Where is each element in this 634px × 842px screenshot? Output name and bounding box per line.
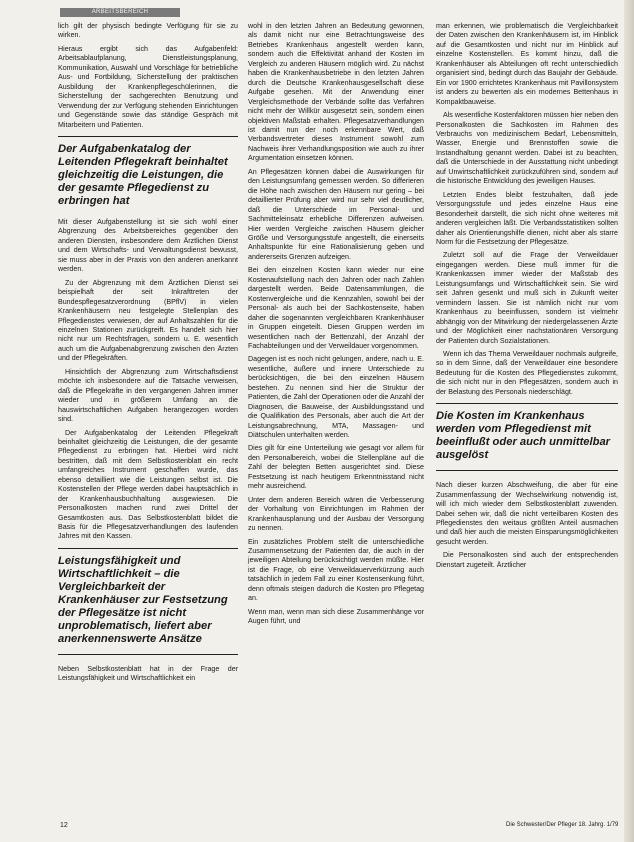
column-3 bbox=[436, 22, 618, 574]
paragraph: Hieraus ergibt sich das Aufgabenfeld: Arbeitsablaufplanung, Dienstleistungsplanung, Kommunikation, Auswahl und Vorschläge für betriebliche Aus- und Fortbildung, Sicherstellung der praktischen Ausbildung der Krankenpflegeschülerinnen, die Sicherstellung der sachgerechten Benutzung und Verwendung der zur Verfügung stehenden Einrichtungen und Gegenstände sowie das ständige Gespräch mit Mitarbeitern und Patienten. bbox=[58, 44, 238, 129]
paragraph: Wenn man, wenn man sich diese Zusammenhänge vor Augen führt, und bbox=[248, 607, 424, 626]
paragraph: Letzten Endes bleibt festzuhalten, daß jede Versorgungsstufe und jedes einzelne Haus eine Besonderheit darstellt, die sich nicht ohne weiteres mit anderen vergleichen läßt. Die Verbandsstatistiken sollten daher als Orientierungshilfe dienen, nicht aber als starre Norm für die Festsetzung der Pflegesätze. bbox=[436, 190, 618, 246]
paragraph: Zu der Abgrenzung mit dem Ärztlichen Dienst sei beispielhaft der seit Inkrafttreten der Bundespflegesatzverordnung (BPflV) in vielen Krankenhäusern neu festgelegte Stellenplan des Pflegedienstes verwiesen, der auf Anhaltszahlen für die einzelnen Stationen zurückgreift. Es handelt sich hier nicht nur um Rechtsfragen, sondern u. E. wesentlich auch um die Aufgabenabgrenzung zwischen den Ärzten und der Pflegekräften. bbox=[58, 278, 238, 363]
paragraph: Mit dieser Aufgabenstellung ist sie sich wohl einer Abgrenzung des Arbeitsbereiches gegenüber den anderen Diensten, insbesondere dem Ärztlichen Dienst und dem Wirtschafts- und Verwaltungsdienst bewusst, sie muss aber in der Praxis von den anderen anerkannt werden. bbox=[58, 217, 238, 274]
paragraph: Dagegen ist es noch nicht gelungen, andere, nach u. E. wesentliche, äußere und innere Unterschiede zu berücksichtigen, die bei den einzelnen Häusern bestehen. Zu nennen sind hier die Struktur der Patienten, die Zahl der Operationen oder die Anzahl der Diagnosen, die Bauweise, der Ausbildungsstand und die Qualifikation des Personals, aber auch die Art der Leistungsabrechnung, MTA, Massagen- und Diätschulen unterhalten werden. bbox=[248, 355, 424, 440]
paragraph: Als wesentliche Kostenfaktoren müssen hier neben den Personalkosten die Sachkosten im Rahmen des Verbrauchs von medizinischem Bedarf, Lebensmitteln, Wasser, Energie und Brennstoffen sowie die Instandhaltung genannt werden. Dabei ist zu beachten, daß die Unterschiede in der Ausstattung nicht unbedingt auf Unwirtschaftlichkeit zurückzuführen sind, sondern auf die historische Entwicklung des jeweiligen Hauses. bbox=[436, 111, 618, 186]
paragraph: man erkennen, wie problematisch die Vergleichbarkeit der Daten zwischen den Krankenhäusern ist, im Hinblick auf die Gesamtkosten und nicht nur im Hinblick auf einzelne Kostenstellen. Es kommt hinzu, daß die Krankenhäuser als Abteilungen oft recht unterschiedlich organisiert sind, bedingt durch das Baujahr der Gebäude. Ein vor 1900 errichtetes Krankenhaus mit Pavillonsystem ist anders zu bewerten als ein modernes Bettenhaus in Kompaktbauweise. bbox=[436, 22, 618, 106]
paragraph: Wenn ich das Thema Verweildauer nochmals aufgreife, so in dem Sinne, daß der Verweildauer eine besondere Bedeutung für die Kosten des Pflegedienstes zukommt, die sich nicht nur in den Pflegesätzen, sondern auch in der Belastung des Personals niederschlägt. bbox=[436, 349, 618, 396]
paragraph: Zuletzt soll auf die Frage der Verweildauer eingegangen werden. Diese muß immer für die Krankenkassen immer wieder der Maßstab des Leistungsumfangs und Wirtschaftlichkeit sein. Sie wird seit Jahren gesenkt und muß sich in Zukunft weiter vermindern lassen. Sie ist nämlich nicht nur vom Krankenhaus zu beeinflussen, sondern ist vielmehr abhängig von der Mitwirkung der niedergelassenen Ärzte und der Möglichkeit einer nachstationären Versorgung der Patienten durch Sozialstationen. bbox=[436, 251, 618, 345]
page-number: 12 bbox=[60, 822, 68, 829]
section-heading: Die Kosten im Krankenhaus werden vom Pflegedienst mit beeinflußt oder auch unmittelbar ausgelöst bbox=[436, 403, 618, 471]
journal-footer: Die Schwester/Der Pfleger 18. Jahrg. 1/79 bbox=[506, 822, 619, 828]
paragraph: Bei den einzelnen Kosten kann wieder nur eine Kostenaufstellung nach den Jahren oder nach Zahlen dargestellt werden. Beide Datensammlungen, die Kostenvergleiche und die Kennzahlen, sowohl bei der Personal- als auch bei der Sachkostenseite, haben daher die sogenannten vergleichbaren Krankenhäuser in Gruppen eingeteilt. Diesen Gruppen werden im wesentlichen nach der Bettenzahl, der Anzahl der Fachabteilungen und der Verweildauer vorgenommen. bbox=[248, 266, 424, 350]
paragraph: Die Personalkosten sind auch der entsprechenden Dienstart zugeteilt. Ärztlicher bbox=[436, 551, 618, 569]
column-1 bbox=[58, 22, 238, 688]
paragraph: Der Aufgabenkatalog der Leitenden Pflegekraft beinhaltet gleichzeitig die Leistungen, die der gesamte Pflegedienst zu erbringen hat. Hierbei wird nicht bestritten, daß mit dem Selbstkostenblatt ein recht umfangreiches Instrument geschaffen wurde, das ebenso detailliert wie die Leistungen selbst ist. Die Kostenstellen der Pflege werden dabei hauptsächlich in der Krankenhausbuchhaltung ausgewiesen. Die Personalkosten machen rund zwei Drittel der Gesamtkosten aus. Das Selbstkostenblatt bildet die Basis für die Pflegesatzverhandlungen des laufenden Jahres mit den Kassen. bbox=[58, 428, 238, 541]
paragraph: wohl in den letzten Jahren an Bedeutung gewonnen, als damit nicht nur eine Betrachtungsweise des Betriebes Krankenhaus angestellt werden kann, sondern auch die Effektivität anhand der Kosten im Vergleich zu anderen Häusern möglich wird. Zu nächst haben die Krankenhausbetriebe in den letzten Jahren durch die Deutsche Krankenhausgesellschaft diese Aufgabe gesehen. Mit der Anwendung einer Vergleichsmethode der Verbände sollte das Verfahren nicht mehr der Willkür ausgesetzt sein, sondern einen objektiven Maßstab erhalten. Pflegesatzverhandlungen ist damit nun der noch erkennbare Wert, daß Verbandsvertreter dieses Instrument sowohl zum Nachweis ihrer Verhandlungsposition wie auch zu ihrer Argumentation einsetzen können. bbox=[248, 22, 424, 163]
page-fold-shadow bbox=[624, 0, 634, 842]
paragraph: Hinsichtlich der Abgrenzung zum Wirtschaftsdienst möchte ich insbesondere auf die Tatsache verweisen, daß die Pflegekräfte in den vergangenen Jahren immer wieder und in größerem Umfang an die hauswirtschaftlichen Aufgaben herangezogen worden sind. bbox=[58, 367, 238, 424]
paragraph: lich gilt der physisch bedingte Verfügung für sie zu wirken. bbox=[58, 22, 238, 40]
paragraph: Neben Selbstkostenblatt hat in der Frage der Leistungsfähigkeit und Wirtschaftlichkeit ein bbox=[58, 664, 238, 683]
section-heading: Der Aufgabenkatalog der Leitenden Pflegekraft beinhaltet gleichzeitig die Leistungen, die der gesamte Pflegedienst zu erbringen hat bbox=[58, 136, 238, 208]
section-tag: ARBEITSBEREICH bbox=[60, 8, 180, 17]
paragraph: Dies gilt für eine Unterteilung wie gesagt vor allem für den Personalbereich, wobei die Stellenpläne auf die Zahl der belegten Betten ausgerichtet sind. Diese Festsetzung ist nach heutigem Erkenntnisstand nicht mehr ausreichend. bbox=[248, 444, 424, 491]
paragraph: An Pflegesätzen können dabei die Auswirkungen für den Leistungsumfang gemessen werden. So differieren die Höhe nach zwischen den Häusern nur gering – bei detaillierter Prüfung aber wird nur sehr viel deutlicher, daß die Unterschiede im Personal- und Sachmitteleinsatz erhebliche Differenzen aufweisen. Hier werden Vergleiche zwischen Häusern gleicher Größe und Versorgungsstufe angestellt, die einerseits Anhaltspunkte für eine Rationalisierung geben und andererseits Grenzen aufzeigen. bbox=[248, 167, 424, 261]
paragraph: Nach dieser kurzen Abschweifung, die aber für eine Zusammenfassung der Wechselwirkung notwendig ist, will ich mich wieder dem Selbstkostenblatt zuwenden. Dabei sehen wir, daß die nicht verteilbaren Kosten des Pflegedienstes den weitaus größten Anteil ausmachen und daß hier auch die meisten Einsparungsmöglichkeiten gesucht werden. bbox=[436, 481, 618, 546]
section-heading: Leistungsfähigkeit und Wirtschaftlichkeit – die Vergleichbarkeit der Krankenhäuser zur Festsetzung der Pflegesätze ist nicht unproblematisch, liefert aber anerkennenswerte Ansätze bbox=[58, 548, 238, 655]
column-2 bbox=[248, 22, 424, 631]
paragraph: Unter dem anderen Bereich wären die Verbesserung der Vorhaltung von Einrichtungen im Rahmen der Krankenhausplanung und der Ausbau der Versorgung zu nennen. bbox=[248, 495, 424, 533]
paragraph: Ein zusätzliches Problem stellt die unterschiedliche Zusammensetzung der Patienten dar, die auch in der jeweiligen Abteilung berücksichtigt werden müßte. Hier ist die Frage, ob eine Verweildauerverkürzung auch tatsächlich in jedem Fall zu einer Kostensenkung führt, denn oftmals steigen dadurch die Kosten pro Pflegetag an. bbox=[248, 537, 424, 603]
